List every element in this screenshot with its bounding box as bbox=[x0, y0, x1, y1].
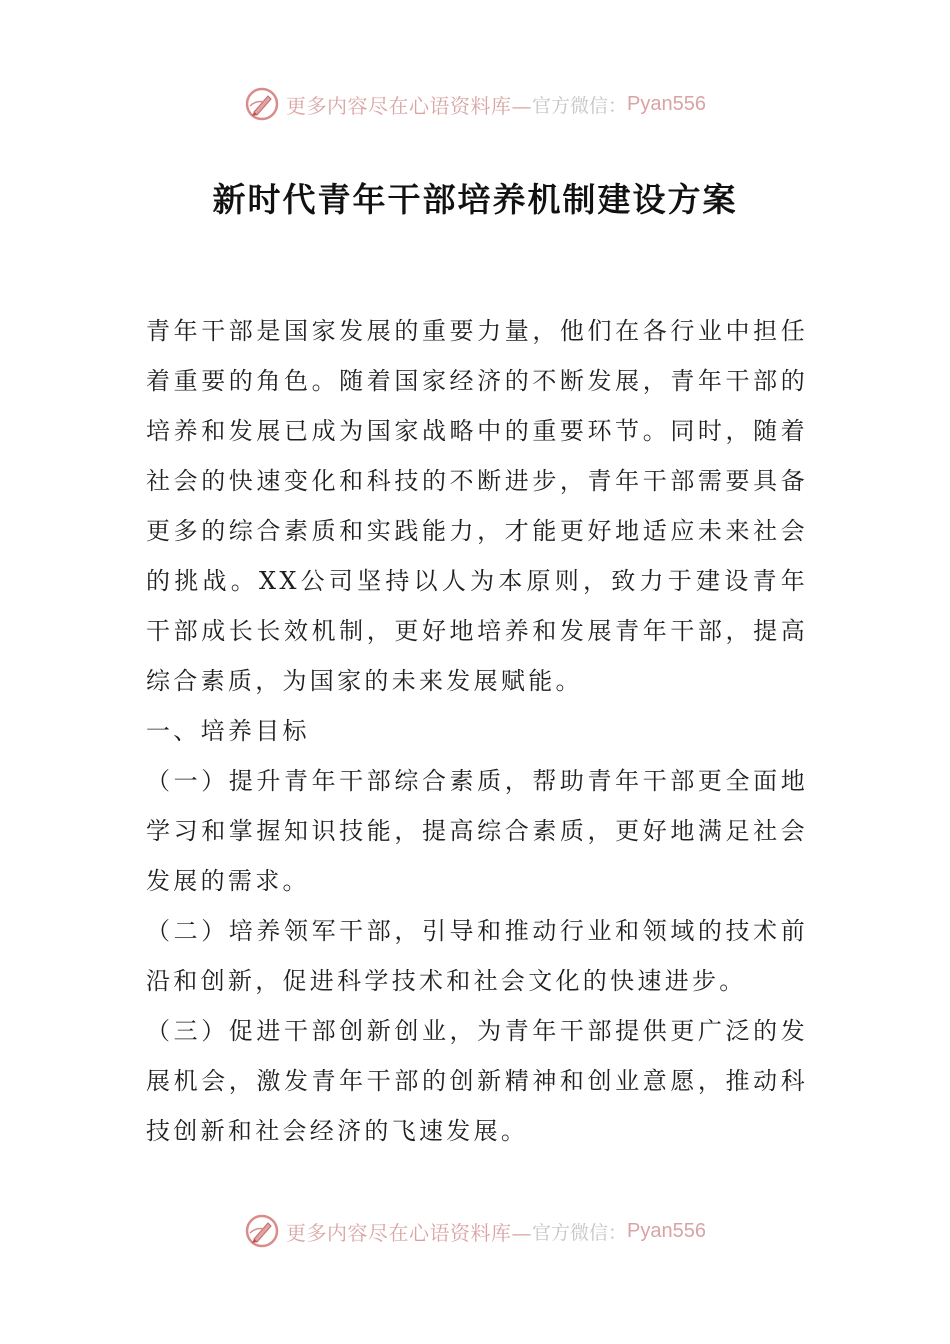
watermark-wechat-label: 官方微信： bbox=[532, 1221, 628, 1244]
pen-logo-icon bbox=[244, 1213, 280, 1249]
goal-item-1: （一）提升青年干部综合素质，帮助青年干部更全面地学习和掌握知识技能，提高综合素质，更好地满足社会发展的需求。 bbox=[146, 767, 808, 895]
intro-paragraph: 青年干部是国家发展的重要力量，他们在各行业中担任着重要的角色。随着国家经济的不断发展，青年干部的培养和发展已成为国家战略中的重要环节。同时，随着社会的快速变化和科技的不断进步，青年干部需要具备更多的综合素质和实践能力，才能更好地适应未来社会的挑战。XX公司坚持以人为本原则，致力于建设青年干部成长长效机制，更好地培养和发展青年干部，提高综合素质，为国家的未来发展赋能。 bbox=[146, 317, 808, 695]
watermark-wechat-label: 官方微信： bbox=[532, 94, 628, 117]
goal-item-3: （三）促进干部创新创业，为青年干部提供更广泛的发展机会，激发青年干部的创新精神和创业意愿，推动科技创新和社会经济的飞速发展。 bbox=[146, 1017, 808, 1145]
pen-logo-icon bbox=[244, 86, 280, 122]
header-watermark bbox=[0, 84, 950, 124]
document-body bbox=[146, 306, 808, 1156]
section-heading: 一、培养目标 bbox=[146, 717, 310, 745]
goal-item-2: （二）培养领军干部，引导和推动行业和领域的技术前沿和创新，促进科学技术和社会文化的快速进步。 bbox=[146, 917, 808, 995]
watermark-text: 更多内容尽在心语资料库— bbox=[286, 1220, 532, 1245]
document-title: 新时代青年干部培养机制建设方案 bbox=[212, 180, 738, 219]
watermark-wechat-id: Pyan556 bbox=[627, 1219, 706, 1242]
watermark-text: 更多内容尽在心语资料库— bbox=[286, 93, 532, 118]
footer-watermark bbox=[0, 1211, 950, 1251]
watermark-wechat-id: Pyan556 bbox=[627, 92, 706, 115]
